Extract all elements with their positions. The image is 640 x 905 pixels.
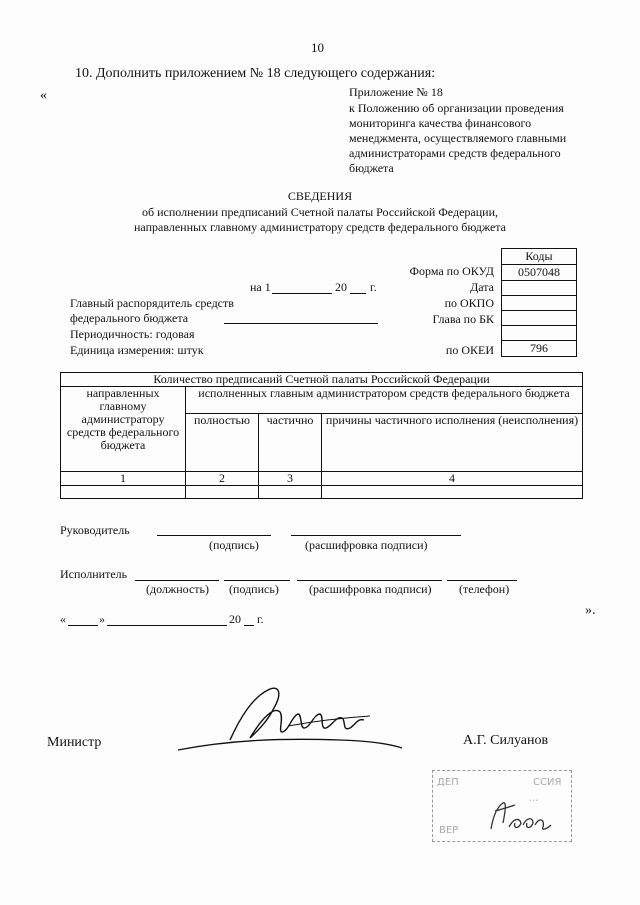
manager-label-2: федерального бюджета [70,311,189,325]
table-data-cell [186,486,259,499]
head-decode-line [291,535,461,536]
codes-header: Коды [502,249,577,265]
stamp-text: ... [529,793,539,804]
exec-phone-line [447,580,517,581]
okud-label: Форма по ОКУД [409,264,494,278]
table-data-cell [61,486,186,499]
date-close-quote: » [99,612,105,626]
exec-phone-caption: (телефон) [459,582,510,596]
head-label: Руководитель [60,523,130,537]
sign-year-blank [244,625,254,626]
col1-header: направленных главному администратору средств федерального бюджета [61,387,186,472]
unit: Единица измерения: штук [70,343,204,357]
date-label: Дата [470,280,494,294]
date-blank [272,293,332,294]
table-top-header: Количество предписаний Счетной палаты Российской Федерации [61,373,583,387]
col2-header: полностью [186,414,259,472]
empty-code-cell [502,326,577,341]
okei-label: по ОКЕИ [445,343,494,357]
date-year: 20 [335,280,347,294]
stamp-text: ВЕР [439,825,459,836]
manager-label: Главный распорядитель средств [70,296,234,310]
date-suffix: г. [370,280,377,294]
appendix-line: к Положению об организации проведения [349,101,564,115]
exec-decode-caption: (расшифровка подписи) [309,582,432,596]
okpo-label: по ОКПО [444,296,494,310]
intro-paragraph: 10. Дополнить приложением № 18 следующего содержания: [75,66,436,81]
head-decode-caption: (расшифровка подписи) [305,538,428,552]
month-blank [107,625,227,626]
head-sign-line [157,535,271,536]
minister-signature [170,678,410,758]
bk-label: Глава по БК [432,312,494,326]
heading-line: направленных главному администратору средств федерального бюджета [134,220,506,234]
date-prefix: на 1 [250,280,271,294]
table-data-cell [322,486,583,499]
sign-date-year: 20 [229,612,241,626]
exec-position-caption: (должность) [146,582,209,596]
exec-sign-line [224,580,290,581]
heading-title: СВЕДЕНИЯ [287,189,353,203]
stamp-text: ДЕП [437,777,459,788]
main-table [60,372,583,499]
appendix-line: менеджмента, осуществляемого главными [349,131,567,145]
open-quote: « [40,88,47,103]
stamp-text: ССИЯ [533,777,562,788]
exec-sign-caption: (подпись) [229,582,279,596]
exec-decode-line [297,580,442,581]
appendix-line: бюджета [349,161,394,175]
column-number: 2 [186,472,259,486]
date-open-quote: « [60,612,66,626]
codes-table [501,248,577,357]
year-blank [350,293,366,294]
appendix-line: мониторинга качества финансового [349,116,532,130]
minister-title: Министр [47,735,102,750]
appendix-line: администраторами средств федерального [349,146,561,160]
heading-line: об исполнении предписаний Счетной палаты Российской Федерации, [142,205,498,219]
table-data-cell [259,486,322,499]
verification-stamp [432,770,572,842]
head-sign-caption: (подпись) [209,538,259,552]
col4-header: причины частичного исполнения (неисполнения) [322,414,583,472]
sign-date-g: г. [257,612,264,626]
column-number: 3 [259,472,322,486]
minister-name: А.Г. Силуанов [463,733,549,748]
bk-code-cell [502,311,577,326]
page-number: 10 [311,40,324,55]
okud-value: 0507048 [502,265,577,281]
column-number: 1 [61,472,186,486]
date-code-cell [502,281,577,296]
periodicity: Периодичность: годовая [70,327,195,341]
stamp-signature [485,797,555,839]
col3-header: частично [259,414,322,472]
column-number: 4 [322,472,583,486]
okpo-code-cell [502,296,577,311]
day-blank [68,625,98,626]
group-header: исполненных главным администратором средств федерального бюджета [186,387,583,414]
exec-position-line [135,580,219,581]
exec-label: Исполнитель [60,567,128,581]
close-quote: ». [585,603,596,618]
manager-blank [224,323,378,324]
okei-value: 796 [502,341,577,357]
appendix-title: Приложение № 18 [349,85,443,99]
